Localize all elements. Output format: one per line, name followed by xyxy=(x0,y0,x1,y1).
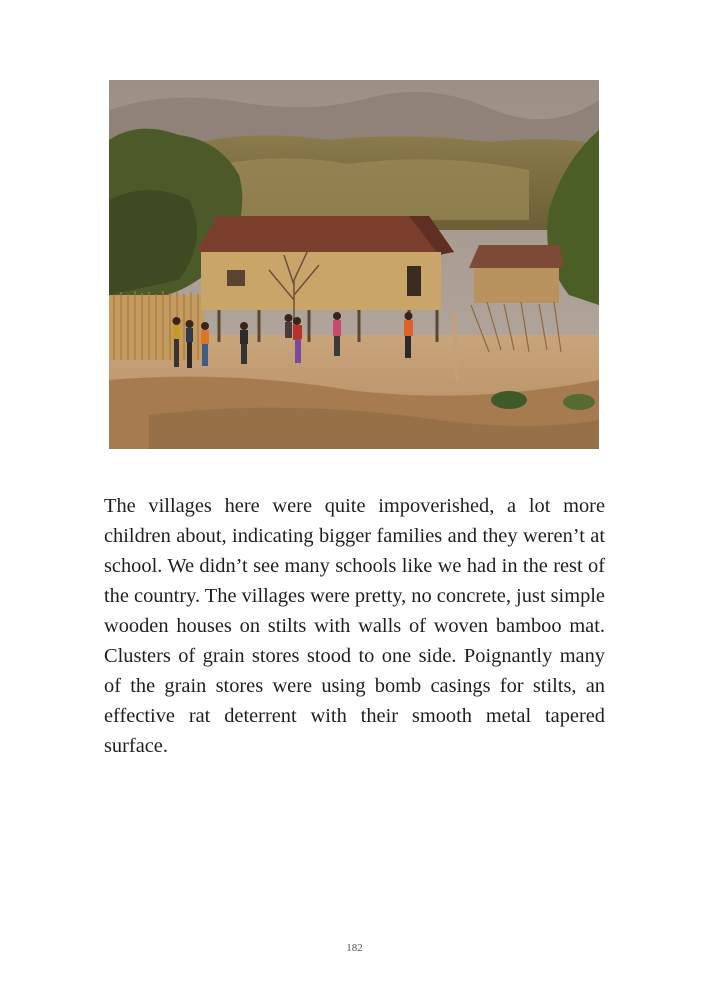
village-photo-illustration xyxy=(109,80,599,449)
village-photo xyxy=(109,80,599,449)
page-number: 182 xyxy=(346,942,363,954)
body-paragraph: The villages here were quite impoverished, a lot more children about, indicating bigger families and they weren’t at school. We didn’t see many schools like we had in the rest of the country. The villages were pretty, no concrete, just simple wooden houses on stilts with walls of woven bamboo mat. Clusters of grain stores stood to one side. Poignantly many of the grain stores were using bomb casings for stilts, an effective rat deterrent with their smooth metal tapered surface. xyxy=(104,495,605,757)
